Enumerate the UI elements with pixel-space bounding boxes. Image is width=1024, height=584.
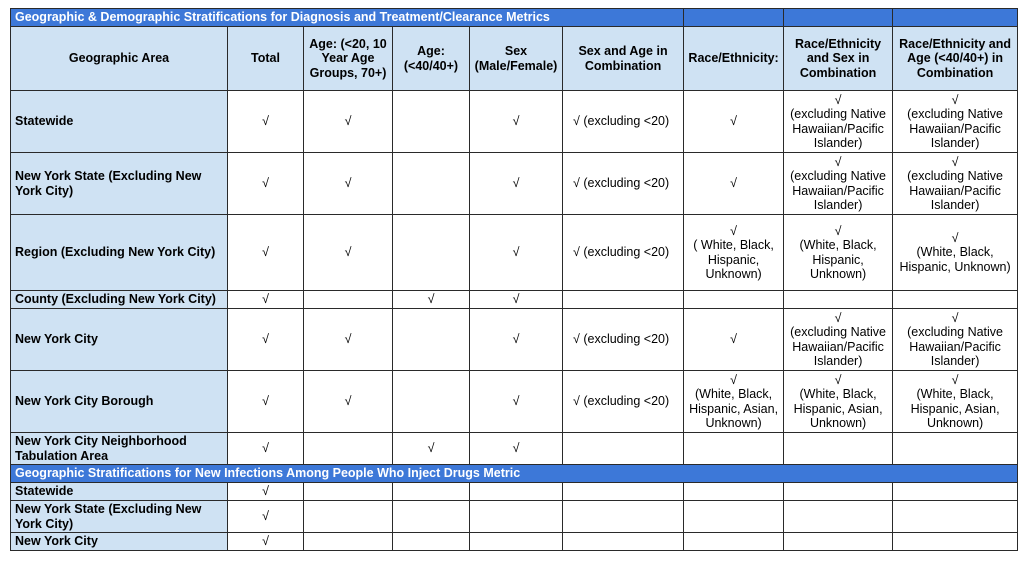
sexage-cell — [563, 433, 684, 465]
sexage-cell — [563, 291, 684, 309]
age40-cell: √ — [393, 433, 470, 465]
raceage-cell: √ (excluding Native Hawaiian/Pacific Islander) — [893, 309, 1018, 371]
raceage-cell: √ (excluding Native Hawaiian/Pacific Islander) — [893, 91, 1018, 153]
header-sex-age: Sex and Age in Combination — [563, 27, 684, 91]
age10-cell: √ — [304, 309, 393, 371]
empty-cell — [893, 501, 1018, 533]
geo-cell: New York State (Excluding New York City) — [11, 501, 228, 533]
age40-cell — [393, 91, 470, 153]
total-cell: √ — [228, 153, 304, 215]
geo-cell: New York City Neighborhood Tabulation Area — [11, 433, 228, 465]
sexage-cell: √ (excluding <20) — [563, 215, 684, 291]
total-cell: √ — [228, 91, 304, 153]
table-row — [11, 501, 1018, 533]
total-cell: √ — [228, 371, 304, 433]
table-row — [11, 153, 1018, 215]
empty-cell — [304, 483, 393, 501]
total-cell: √ — [228, 533, 304, 551]
empty-cell — [393, 533, 470, 551]
total-cell: √ — [228, 291, 304, 309]
geo-cell: Statewide — [11, 91, 228, 153]
table-row — [11, 309, 1018, 371]
race-cell: √ — [684, 153, 784, 215]
age40-cell — [393, 215, 470, 291]
section2-banner-row — [11, 465, 1018, 483]
empty-cell — [684, 533, 784, 551]
sex-cell: √ — [470, 91, 563, 153]
empty-cell — [304, 501, 393, 533]
age40-cell — [393, 371, 470, 433]
sexage-cell: √ (excluding <20) — [563, 91, 684, 153]
empty-cell — [784, 483, 893, 501]
empty-cell — [684, 483, 784, 501]
header-total: Total — [228, 27, 304, 91]
racesex-cell: √ (White, Black, Hispanic, Asian, Unknown) — [784, 371, 893, 433]
empty-cell — [563, 483, 684, 501]
age40-cell: √ — [393, 291, 470, 309]
age10-cell — [304, 433, 393, 465]
racesex-cell — [784, 291, 893, 309]
total-cell: √ — [228, 483, 304, 501]
empty-cell — [784, 501, 893, 533]
age10-cell — [304, 291, 393, 309]
sex-cell: √ — [470, 371, 563, 433]
age40-cell — [393, 309, 470, 371]
empty-cell — [304, 533, 393, 551]
total-cell: √ — [228, 501, 304, 533]
age10-cell: √ — [304, 371, 393, 433]
empty-cell — [784, 533, 893, 551]
table-row — [11, 483, 1018, 501]
sex-cell: √ — [470, 291, 563, 309]
table-row — [11, 215, 1018, 291]
race-cell: √ (White, Black, Hispanic, Asian, Unknown) — [684, 371, 784, 433]
banner-spacer — [784, 9, 893, 27]
geo-cell: New York City — [11, 533, 228, 551]
sexage-cell: √ (excluding <20) — [563, 309, 684, 371]
stratification-table-container — [10, 8, 1018, 551]
sex-cell: √ — [470, 153, 563, 215]
empty-cell — [684, 501, 784, 533]
racesex-cell — [784, 433, 893, 465]
raceage-cell: √ (White, Black, Hispanic, Asian, Unknown) — [893, 371, 1018, 433]
header-race-sex: Race/Ethnicity and Sex in Combination — [784, 27, 893, 91]
raceage-cell: √ (excluding Native Hawaiian/Pacific Islander) — [893, 153, 1018, 215]
geo-cell: Region (Excluding New York City) — [11, 215, 228, 291]
section2-title: Geographic Stratifications for New Infections Among People Who Inject Drugs Metric — [11, 465, 1018, 483]
geo-cell: Statewide — [11, 483, 228, 501]
header-row — [11, 27, 1018, 91]
race-cell — [684, 433, 784, 465]
raceage-cell: √ (White, Black, Hispanic, Unknown) — [893, 215, 1018, 291]
empty-cell — [893, 533, 1018, 551]
header-sex: Sex (Male/Female) — [470, 27, 563, 91]
age10-cell: √ — [304, 215, 393, 291]
geo-cell: County (Excluding New York City) — [11, 291, 228, 309]
header-race: Race/Ethnicity: — [684, 27, 784, 91]
header-race-age: Race/Ethnicity and Age (<40/40+) in Combination — [893, 27, 1018, 91]
banner-spacer — [684, 9, 784, 27]
race-cell: √ — [684, 309, 784, 371]
age10-cell: √ — [304, 153, 393, 215]
sexage-cell: √ (excluding <20) — [563, 153, 684, 215]
age40-cell — [393, 153, 470, 215]
table-row — [11, 533, 1018, 551]
table-row — [11, 433, 1018, 465]
race-cell — [684, 291, 784, 309]
empty-cell — [470, 483, 563, 501]
section1-banner-row — [11, 9, 1018, 27]
sex-cell: √ — [470, 433, 563, 465]
table-row — [11, 291, 1018, 309]
race-cell: √ — [684, 91, 784, 153]
empty-cell — [393, 501, 470, 533]
total-cell: √ — [228, 309, 304, 371]
table-row — [11, 371, 1018, 433]
banner-spacer — [893, 9, 1018, 27]
table-row — [11, 91, 1018, 153]
racesex-cell: √ (excluding Native Hawaiian/Pacific Islander) — [784, 153, 893, 215]
empty-cell — [563, 533, 684, 551]
section1-title: Geographic & Demographic Stratifications for Diagnosis and Treatment/Clearance Metrics — [11, 9, 684, 27]
empty-cell — [563, 501, 684, 533]
total-cell: √ — [228, 433, 304, 465]
racesex-cell: √ (White, Black, Hispanic, Unknown) — [784, 215, 893, 291]
stratification-table — [10, 8, 1018, 551]
header-age-40: Age: (<40/40+) — [393, 27, 470, 91]
header-age-10yr: Age: (<20, 10 Year Age Groups, 70+) — [304, 27, 393, 91]
sex-cell: √ — [470, 309, 563, 371]
racesex-cell: √ (excluding Native Hawaiian/Pacific Islander) — [784, 91, 893, 153]
geo-cell: New York City — [11, 309, 228, 371]
empty-cell — [470, 501, 563, 533]
empty-cell — [470, 533, 563, 551]
sex-cell: √ — [470, 215, 563, 291]
raceage-cell — [893, 433, 1018, 465]
empty-cell — [393, 483, 470, 501]
age10-cell: √ — [304, 91, 393, 153]
sexage-cell: √ (excluding <20) — [563, 371, 684, 433]
empty-cell — [893, 483, 1018, 501]
header-geographic-area: Geographic Area — [11, 27, 228, 91]
geo-cell: New York City Borough — [11, 371, 228, 433]
total-cell: √ — [228, 215, 304, 291]
raceage-cell — [893, 291, 1018, 309]
geo-cell: New York State (Excluding New York City) — [11, 153, 228, 215]
racesex-cell: √ (excluding Native Hawaiian/Pacific Islander) — [784, 309, 893, 371]
race-cell: √ ( White, Black, Hispanic, Unknown) — [684, 215, 784, 291]
